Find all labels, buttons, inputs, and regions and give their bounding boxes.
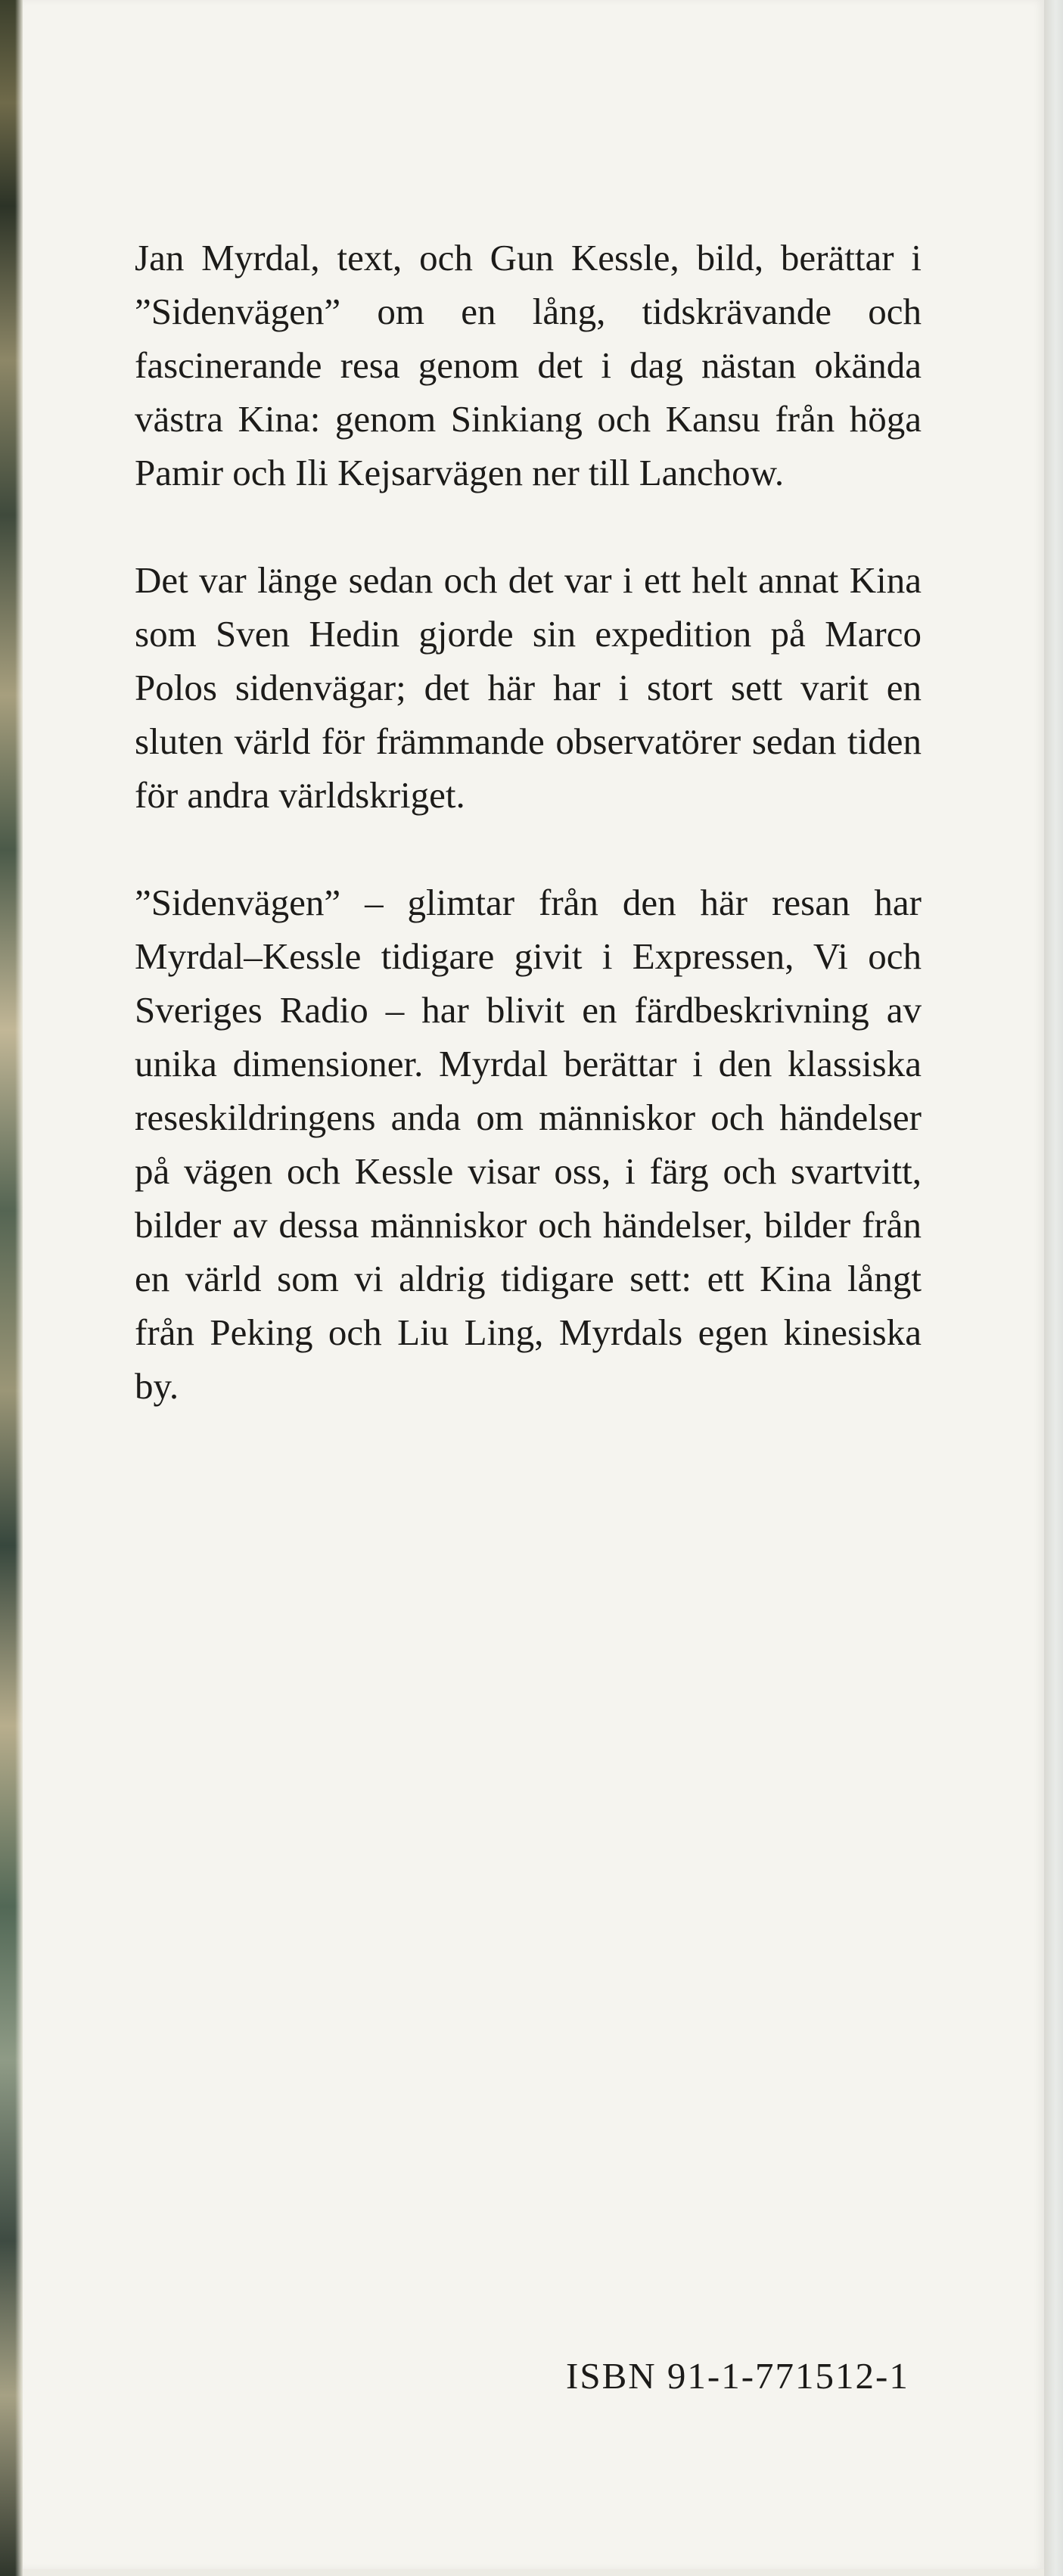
page-edge — [1044, 0, 1063, 2576]
blurb-paragraph-1: Jan Myrdal, text, och Gun Kessle, bild, berättar i ”Sidenvägen” om en lång, tidskrävande och fascinerande resa genom det i dag nästan okända västra Kina: genom Sinkiang och Kansu från höga Pamir och Ili Kejsarvägen ner till Lanchow. — [135, 237, 922, 493]
blurb-text — [135, 231, 922, 1413]
isbn-number: ISBN 91-1-771512-1 — [566, 2355, 909, 2397]
blurb-paragraph-3: ”Sidenvägen” – glimtar från den här resan har Myrdal–Kessle tidigare givit i Expressen, Vi och Sveriges Radio – har blivit en färdbeskrivning av unika dimensioner. Myrdal berättar i den klassiska reseskildringens anda om människor och händelser på vägen och Kessle visar oss, i färg och svartvitt, bilder av dessa människor och händelser, bilder från en värld som vi aldrig tidigare sett: ett Kina långt från Peking och Liu Ling, Myrdals egen kinesiska by. — [135, 882, 922, 1407]
blurb-paragraph-2: Det var länge sedan och det var i ett helt annat Kina som Sven Hedin gjorde sin expedition på Marco Polos sidenvägar; det här har i stort sett varit en sluten värld för främmande observatörer sedan tiden för andra världskriget. — [135, 559, 922, 816]
spine-edge — [0, 0, 23, 2576]
